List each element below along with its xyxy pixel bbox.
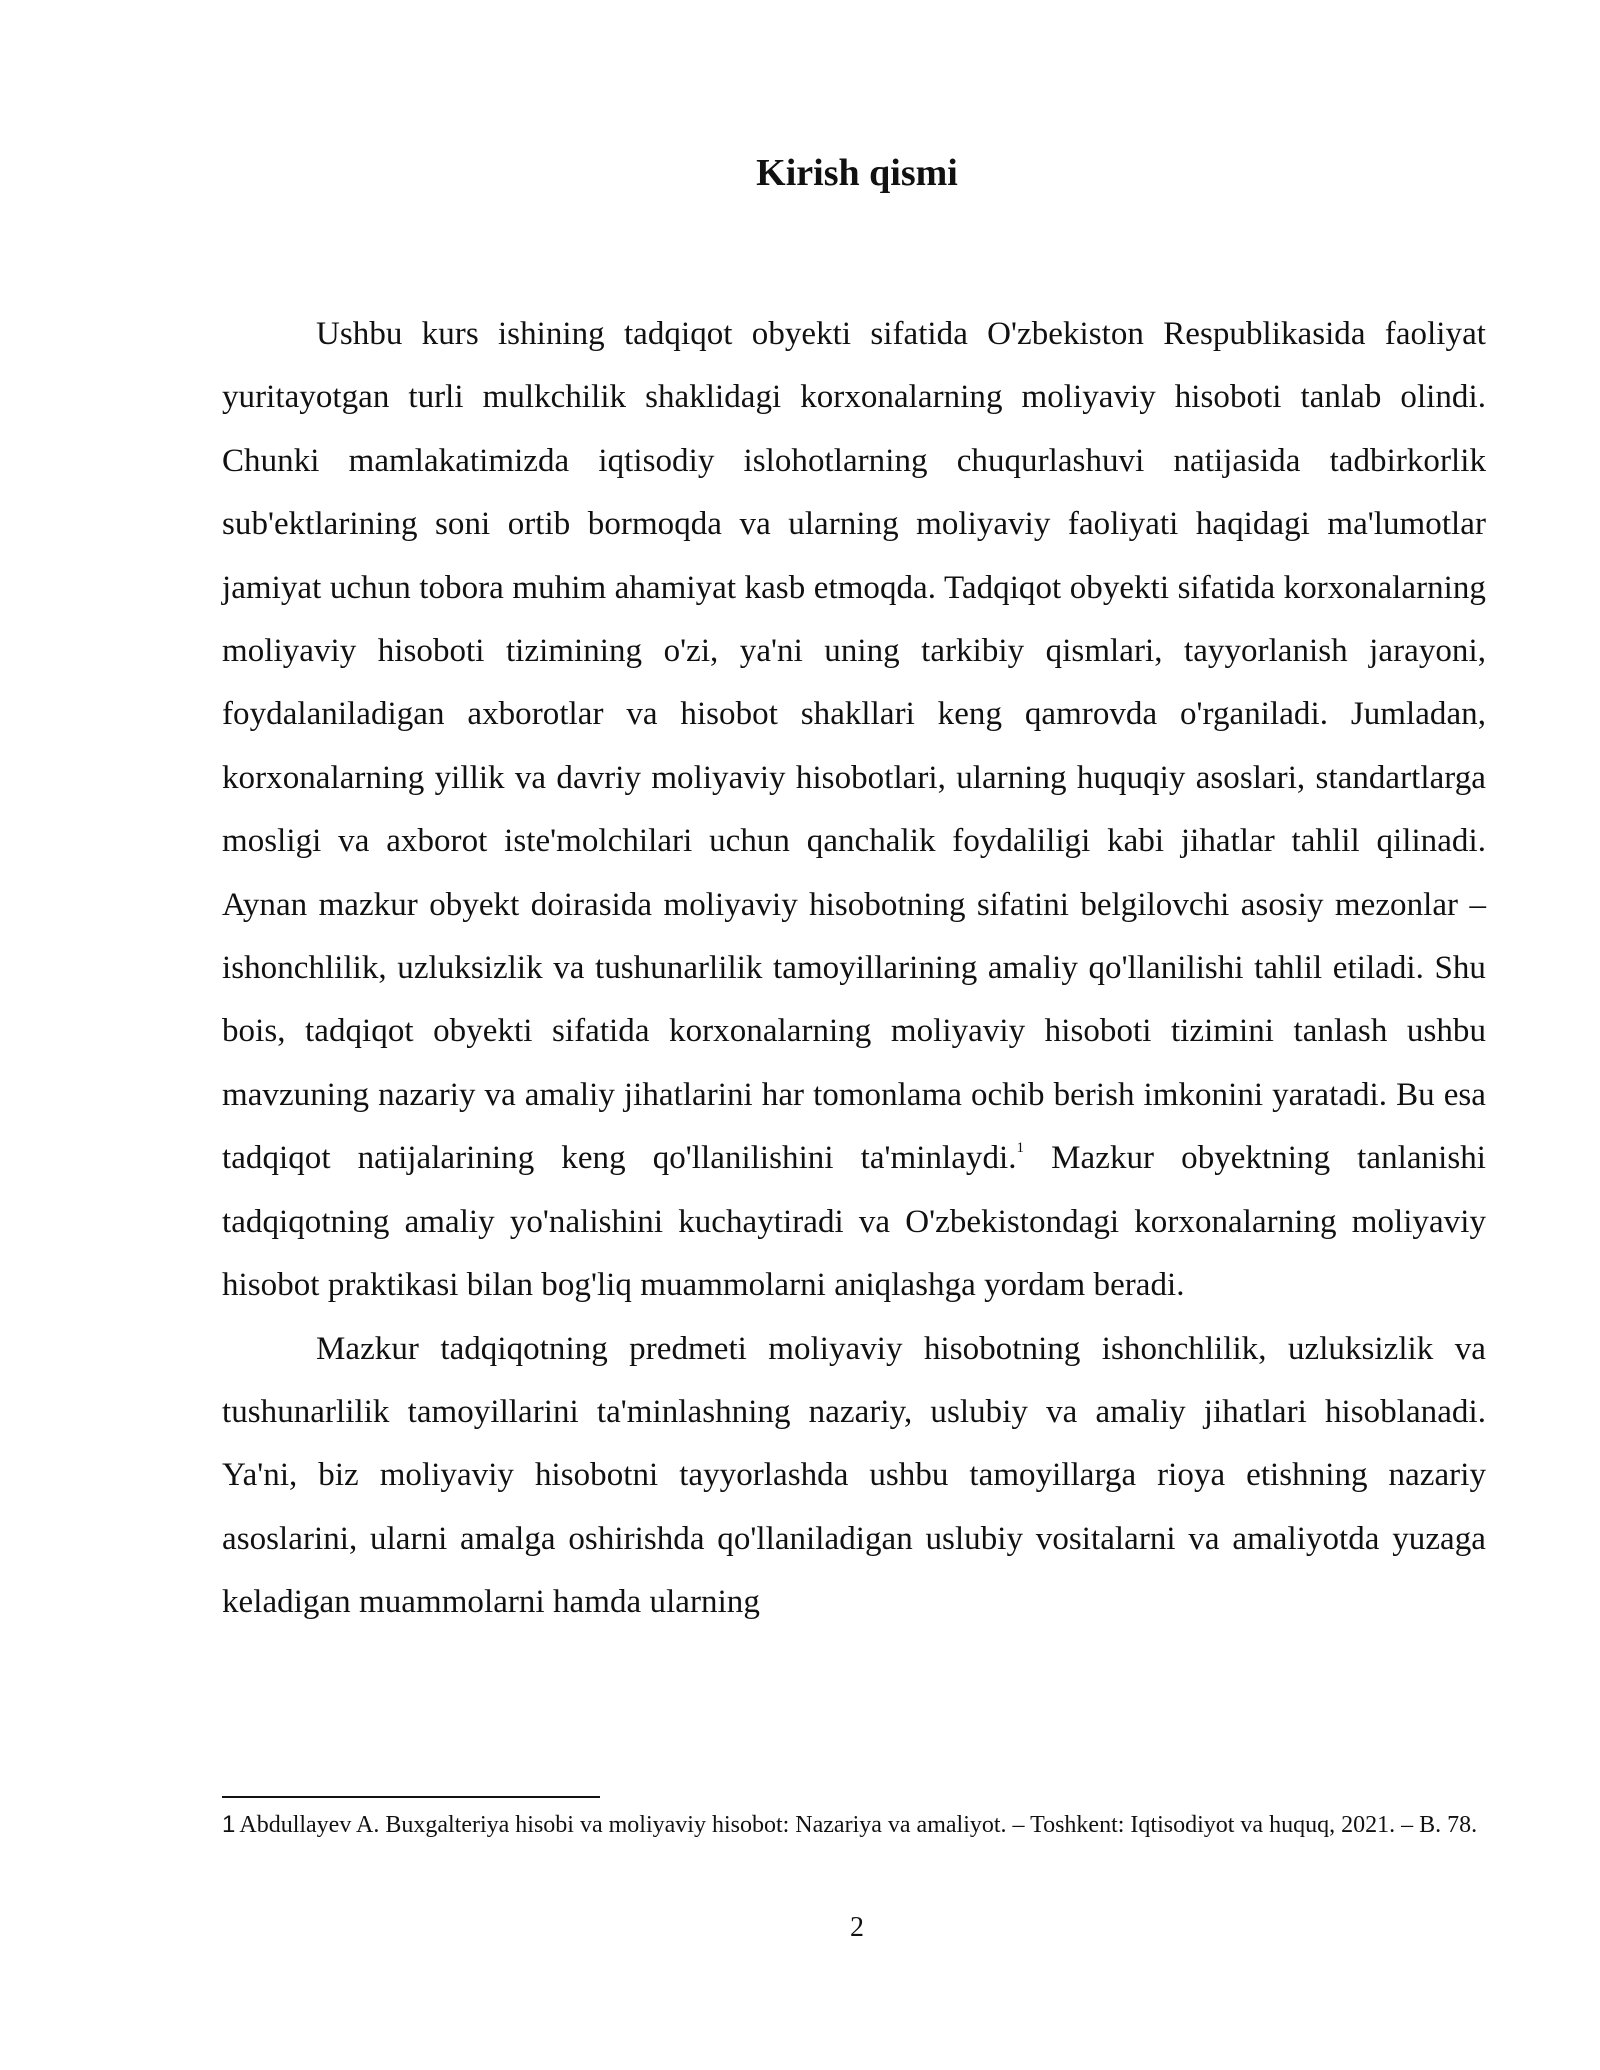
paragraph-1-text-after-ref: Mazkur obyektning tanlanishi tadqiqotning amaliy yo'nalishini kuchaytiradi va O'zbekistondagi korxonalarning moliyaviy hisobot praktikasi bilan bog'liq muammolarni aniqlashga yordam beradi. [222,1140,1486,1304]
footnote-reference[interactable]: 1 [1016,1140,1025,1157]
paragraph-1-text-before-ref: Ushbu kurs ishining tadqiqot obyekti sifatida O'zbekiston Respublikasida faoliyat yuritayotgan turli mulkchilik shaklidagi korxonalarning moliyaviy hisoboti tanlab olindi. Chunki mamlakatimizda iqtisodiy islohotlarning chuqurlashuvi natijasida tadbirkorlik sub'ektlarining soni ortib bormoqda va ularning moliyaviy faoliyati haqidagi ma'lumotlar jamiyat uchun tobora muhim ahamiyat kasb etmoqda. Tadqiqot obyekti sifatida korxonalarning moliyaviy hisoboti tizimining o'zi, ya'ni uning tarkibiy qismlari, tayyorlanish jarayoni, foydalaniladigan axborotlar va hisobot shakllari keng qamrovda o'rganiladi. Jumladan, korxonalarning yillik va davriy moliyaviy hisobotlari, ularning huquqiy asoslari, standartlarga mosligi va axborot iste'molchilari uchun qanchalik foydaliligi kabi jihatlar tahlil qilinadi. Aynan mazkur obyekt doirasida moliyaviy hisobotning sifatini belgilovchi asosiy mezonlar – ishonchlilik, uzluksizlik va tushunarlilik tamoyillarining amaliy qo'llanilishi tahlil etiladi. Shu bois, tadqiqot obyekti sifatida korxonalarning moliyaviy hisoboti tizimini tanlash ushbu mavzuning nazariy va amaliy jihatlarini har tomonlama ochib berish imkonini yaratadi. Bu esa tadqiqot natijalarining keng qo'llanilishini ta'minlaydi. [222,316,1486,1177]
footnote-number: 1 [222,1811,236,1838]
paragraph-1 [222,303,1486,1318]
body-text [222,303,1486,1635]
footnote-text: Abdullayev A. Buxgalteriya hisobi va moliyaviy hisobot: Nazariya va amaliyot. – Toshkent: Iqtisodiyot va huquq, 2021. – B. 78. [239,1812,1478,1838]
paragraph-2: Mazkur tadqiqotning predmeti moliyaviy hisobotning ishonchlilik, uzluksizlik va tushunarlilik tamoyillarini ta'minlashning nazariy, uslubiy va amaliy jihatlari hisoblanadi. Ya'ni, biz moliyaviy hisobotni tayyorlashda ushbu tamoyillarga rioya etishning nazariy asoslarini, ularni amalga oshirishda qo'llaniladigan uslubiy vositalarni va amaliyotda yuzaga keladigan muammolarni hamda ularning [222,1330,1486,1621]
footnote-separator [222,1796,600,1798]
page-title: Kirish qismi [756,152,958,194]
page-number: 2 [850,1912,864,1943]
footnote [222,1806,1486,1844]
